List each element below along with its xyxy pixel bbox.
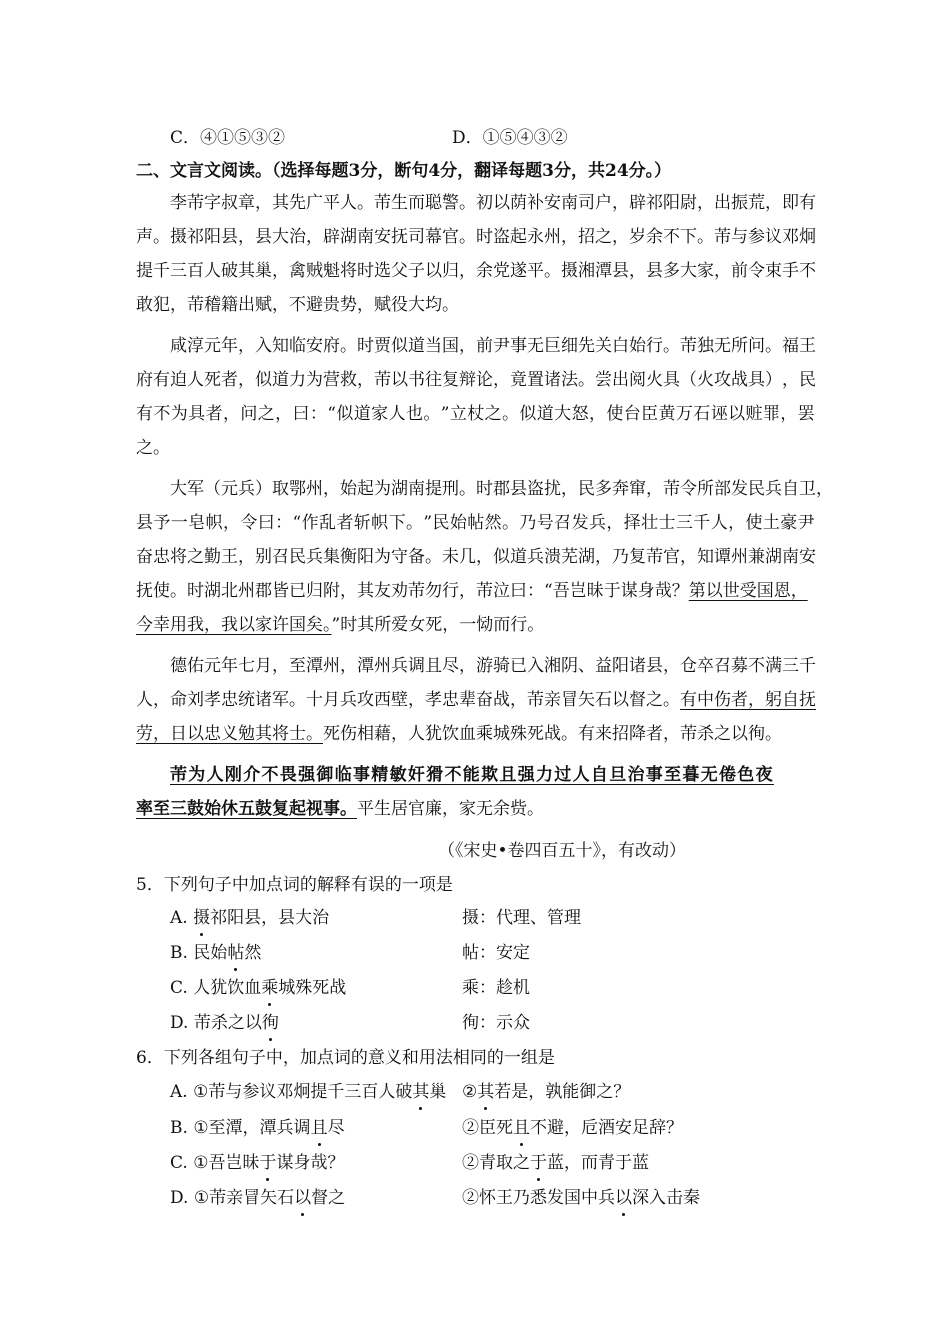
passage-line: 之。 bbox=[136, 438, 170, 458]
passage-line: 声 。 摄 祁 阳 县 ， 县 大 治 ， 辟 湖 南 安 抚 司 幕 官 。 时 盗 起 永 州 ， 招 之 ， 岁 余 不 下 。 芾 与 参 议 邓 炯 bbox=[136, 227, 816, 247]
passage-line: 县 予 一 皂 帜 ， 令 曰 ： “ 作 乱 者 斩 帜 下 。 ” 民 始 帖 然 。 乃 号 召 发 兵 ， 择 壮 士 三 千 人 ， 使 土 豪 尹 bbox=[136, 513, 815, 533]
option-label: D. bbox=[170, 1013, 189, 1033]
option-text: ①芾亲冒矢石 bbox=[193, 1188, 295, 1208]
option-label: C. bbox=[170, 1153, 188, 1173]
dotted-word: 其 bbox=[412, 1082, 430, 1102]
option-text: 若是，孰能御之？ bbox=[494, 1082, 631, 1102]
option-text: 蓝，而青于蓝 bbox=[547, 1153, 649, 1173]
option-text: ①芾与参议邓炯提千三百人破 bbox=[193, 1082, 413, 1102]
dotted-word: 其 bbox=[477, 1082, 495, 1102]
dotted-word: 帖 bbox=[227, 943, 245, 963]
passage-text: ”时其所爱女死，一恸而行。 bbox=[331, 615, 545, 635]
punctuation-exercise-line: 芾为人刚介不畏强御临事精敏奸猾不能欺且强力过人自旦治事至暮无倦色夜 bbox=[170, 765, 774, 785]
q6-option-c-second bbox=[462, 1151, 649, 1175]
translation-sentence-1a: 第以世受国恩， bbox=[688, 581, 808, 601]
passage-line: 咸 淳 元 年 ， 入 知 临 安 府 。 时 贾 似 道 当 国 ， 前 尹 事 无 巨 细 先 关 白 始 行 。 芾 独 无 所 问 。 福 王 bbox=[170, 336, 816, 356]
translation-sentence-1b: 今幸用我，我以家许国矣。 bbox=[136, 615, 332, 635]
option-text: 民始 bbox=[193, 943, 228, 963]
q5-gloss-d: 徇：示众 bbox=[462, 1013, 530, 1033]
dotted-word: 且 bbox=[310, 1118, 328, 1138]
option-text: 督之 bbox=[311, 1188, 346, 1208]
option-text: ①至潭，潭兵调 bbox=[193, 1118, 311, 1138]
q5-option-d bbox=[170, 1011, 279, 1035]
passage-line: 奋 忠 将 之 勤 王 ， 别 召 民 兵 集 衡 阳 为 守 备 。 未 几 ， 似 道 兵 溃 芜 湖 ， 乃 复 芾 官 ， 知 谭 州 兼 湖 南 安 bbox=[136, 547, 816, 567]
option-text: 人犹饮血 bbox=[193, 978, 262, 998]
option-text: 深入击秦 bbox=[632, 1188, 700, 1208]
translation-sentence-2a: 有中伤者，躬自抚 bbox=[680, 690, 816, 710]
dotted-word: 于 bbox=[259, 1153, 277, 1173]
option-label: A. bbox=[170, 908, 188, 928]
q5-gloss-c: 乘：趁机 bbox=[462, 978, 530, 998]
option-text: ② bbox=[462, 1082, 478, 1102]
option-text: 尽 bbox=[327, 1118, 345, 1138]
dotted-word: 且 bbox=[513, 1118, 530, 1138]
punctuation-exercise-end: 率至三鼓始休五鼓复起视事。 bbox=[136, 799, 357, 819]
passage-line: 李 芾 字 叔 章 ， 其 先 广 平 人 。 芾 生 而 聪 警 。 初 以 荫 补 安 南 司 户 ， 辟 祁 阳 尉 ， 出 振 荒 ， 即 有 bbox=[170, 193, 816, 213]
passage-text: 人，命刘孝忠统诸军。十月兵攻西壁，孝忠辈奋战，芾亲冒矢石以督之。 bbox=[136, 690, 680, 710]
passage-text: 抚使。时湖北州郡皆已归附，其友劝芾勿行，芾泣曰：“吾岂昧于谋身哉？ bbox=[136, 581, 689, 601]
q6-option-c-first bbox=[170, 1151, 344, 1175]
question-5-stem: 5．下列句子中加点词的解释有误的一项是 bbox=[136, 875, 453, 895]
passage-line bbox=[136, 722, 782, 746]
passage-text: 平生居官廉，家无余赀。 bbox=[357, 799, 544, 819]
q5-option-c bbox=[170, 976, 346, 1000]
option-c: C．④①⑤③② bbox=[170, 128, 286, 148]
passage-line: 府 有 迫 人 死 者 ， 似 道 力 为 营 救 ， 芾 以 书 往 复 辩 论 ， 竟 置 诸 法 。 尝 出 阅 火 具 （ 火 攻 战 具 ） ， 民 bbox=[136, 370, 816, 390]
option-text: ②臣死 bbox=[462, 1118, 513, 1138]
passage-text: 死伤相藉，人犹饮血乘城殊死战。有来招降者，芾杀之以徇。 bbox=[323, 724, 782, 744]
option-text: 然 bbox=[244, 943, 262, 963]
option-text: ②怀王乃悉发国中兵 bbox=[462, 1188, 615, 1208]
section-heading: 二、文言文阅读。（选择每题3分，断句4分，翻译每题3分，共24分。） bbox=[136, 161, 672, 181]
dotted-word: 于 bbox=[530, 1153, 547, 1173]
option-text: 不避，卮酒安足辞？ bbox=[530, 1118, 683, 1138]
option-label: B. bbox=[170, 1118, 188, 1138]
passage-line bbox=[136, 613, 544, 637]
option-text: 城殊死战 bbox=[278, 978, 347, 998]
q5-option-a bbox=[170, 906, 329, 930]
passage-line bbox=[136, 579, 808, 603]
option-label: C. bbox=[170, 978, 188, 998]
dotted-word: 以 bbox=[294, 1188, 312, 1208]
q5-gloss-b: 帖：安定 bbox=[462, 943, 530, 963]
option-label: D. bbox=[170, 1188, 189, 1208]
dotted-word: 摄 bbox=[193, 908, 211, 928]
passage-line: 德 佑 元 年 七 月 ， 至 潭 州 ， 潭 州 兵 调 且 尽 ， 游 骑 已 入 湘 阴 、 益 阳 诸 县 ， 仓 卒 召 募 不 满 三 千 bbox=[170, 656, 816, 676]
passage-line bbox=[136, 688, 816, 712]
translation-sentence-2b: 劳，日以忠义勉其将士。 bbox=[136, 724, 323, 744]
option-label: B. bbox=[170, 943, 188, 963]
passage-line: 大 军 （ 元 兵 ） 取 鄂 州 ， 始 起 为 湖 南 提 刑 。 时 郡 县 盗 扰 ， 民 多 奔 窜 ， 芾 令 所 部 发 民 兵 自 卫 ， bbox=[170, 479, 833, 499]
option-text: 芾杀之以 bbox=[193, 1013, 262, 1033]
q6-option-d-first bbox=[170, 1186, 345, 1210]
passage-line: 敢犯，芾稽籍出赋，不避贵势，赋役大均。 bbox=[136, 295, 459, 315]
option-text: ①吾岂昧 bbox=[193, 1153, 260, 1173]
option-text: ②青取之 bbox=[462, 1153, 530, 1173]
q5-option-b bbox=[170, 941, 261, 965]
passage-line: 有 不 为 具 者 ， 问 之 ， 曰 ： “ 似 道 家 人 也 。 ” 立 杖 之 。 似 道 大 怒 ， 使 台 臣 黄 万 石 诬 以 赃 罪 ， 罢 bbox=[136, 404, 815, 424]
q6-option-b-first bbox=[170, 1116, 345, 1140]
option-text: 谋身哉？ bbox=[276, 1153, 345, 1173]
option-text: 祁阳县，县大治 bbox=[210, 908, 330, 928]
q5-gloss-a: 摄：代理、管理 bbox=[462, 908, 581, 928]
dotted-word: 徇 bbox=[261, 1013, 279, 1033]
question-6-stem: 6．下列各组句子中，加点词的意义和用法相同的一组是 bbox=[136, 1048, 555, 1068]
option-text: 巢 bbox=[429, 1082, 447, 1102]
dotted-word: 以 bbox=[615, 1188, 632, 1208]
q6-option-a-second bbox=[462, 1080, 630, 1104]
q6-option-b-second bbox=[462, 1116, 683, 1140]
q6-option-a-first bbox=[170, 1080, 446, 1104]
q6-option-d-second bbox=[462, 1186, 700, 1210]
source-citation: （《宋史•卷四百五十》，有改动） bbox=[438, 841, 687, 861]
dotted-word: 乘 bbox=[261, 978, 279, 998]
option-d: D．①⑤④③② bbox=[452, 128, 568, 148]
passage-line bbox=[136, 797, 544, 821]
option-label: A. bbox=[170, 1082, 188, 1102]
passage-line: 提 千 三 百 人 破 其 巢 ， 禽 贼 魁 将 时 选 父 子 以 归 ， 余 党 遂 平 。 摄 湘 潭 县 ， 县 多 大 家 ， 前 令 束 手 不 bbox=[136, 261, 816, 281]
